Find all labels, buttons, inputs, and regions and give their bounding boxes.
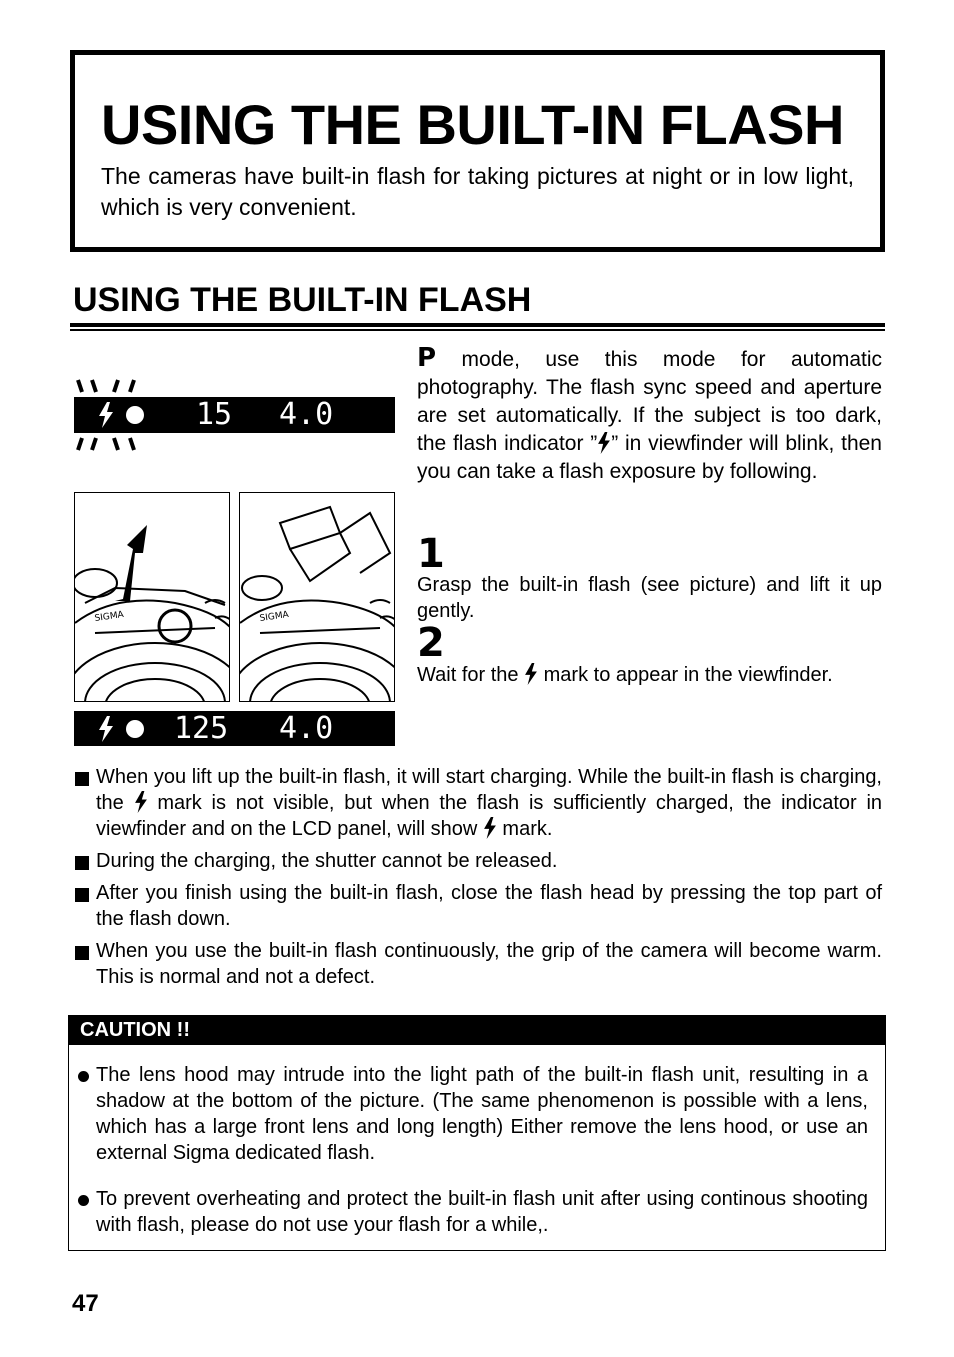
p-mode-description: P mode, use this mode for automatic photography. The flash sync speed and aperture are set automatically. If the subject is too dark, the flash indicator ” ” in viewfinder will blink, then you can take a flash exposure by following. [417,343,882,483]
flash-bolt-icon [98,716,114,742]
camera-photo-flash-open [239,492,395,702]
flash-bolt-icon [524,663,538,685]
ready-dot-icon [126,720,144,738]
step-number-2: 2 [417,620,445,666]
lcd-panel-bottom [74,711,395,746]
camera-photo-flash-closed [74,492,230,702]
caution-item: To prevent overheating and protect the built-in flash unit after using continous shooting with flash, please do not use your flash for a while,. [96,1186,868,1238]
heading-rule-thin [70,329,885,331]
ready-dot-icon [126,406,144,424]
list-item: When you lift up the built-in flash, it will start charging. While the built-in flash is charging, the mark is not visible, but when the flash is sufficiently charged, the indicator in viewfinder and on the LCD panel, will show mark. [73,764,882,842]
notes-list [73,764,882,996]
flash-bolt-icon [597,432,611,454]
camera-brand-label: SIGMA [94,609,125,624]
list-item: During the charging, the shutter cannot be released. [73,848,882,874]
p-mode-letter: P [417,343,437,373]
list-item: When you use the built-in flash continuously, the grip of the camera will become warm. This is normal and not a defect. [73,938,882,990]
lcd-aperture-value: 4.0 [279,711,334,746]
round-bullet-icon [78,1071,89,1082]
intro-text: The cameras have built-in flash for taking pictures at night or in low light, which is very convenient. [101,163,854,220]
round-bullet-icon [78,1195,89,1206]
heading-rule [70,323,885,327]
blink-marks-bottom [74,434,144,460]
step-number-1: 1 [417,531,445,577]
lcd-panel-top [74,397,395,433]
square-bullet-icon [75,946,89,960]
list-item: After you finish using the built-in flash, close the flash head by pressing the top part of the flash down. [73,880,882,932]
square-bullet-icon [75,888,89,902]
step-text-1: Grasp the built-in flash (see picture) and lift it up gently. [417,574,882,622]
caution-item: The lens hood may intrude into the light path of the built-in flash unit, resulting in a shadow at the bottom of the picture. (The same phenomenon is possible with a lens, which has a large front lens and long length) Either remove the lens hood, or use an external Sigma dedicated flash. [96,1062,868,1166]
flash-bolt-icon [134,791,148,813]
lcd-shutter-value: 125 [174,711,229,746]
title-box [70,50,885,252]
square-bullet-icon [75,772,89,786]
step-text-2: Wait for the mark to appear in the viewfinder. [417,664,833,686]
flash-bolt-icon [483,817,497,839]
camera-brand-label: SIGMA [259,609,290,624]
caution-header: CAUTION !! [68,1015,886,1045]
section-heading: USING THE BUILT-IN FLASH [73,281,532,319]
lcd-aperture-value: 4.0 [279,397,334,432]
flash-bolt-icon [98,402,114,428]
square-bullet-icon [75,856,89,870]
lcd-shutter-value: 15 [196,397,233,432]
page-title: USING THE BUILT-IN FLASH [101,93,844,156]
page-number: 47 [72,1290,99,1317]
